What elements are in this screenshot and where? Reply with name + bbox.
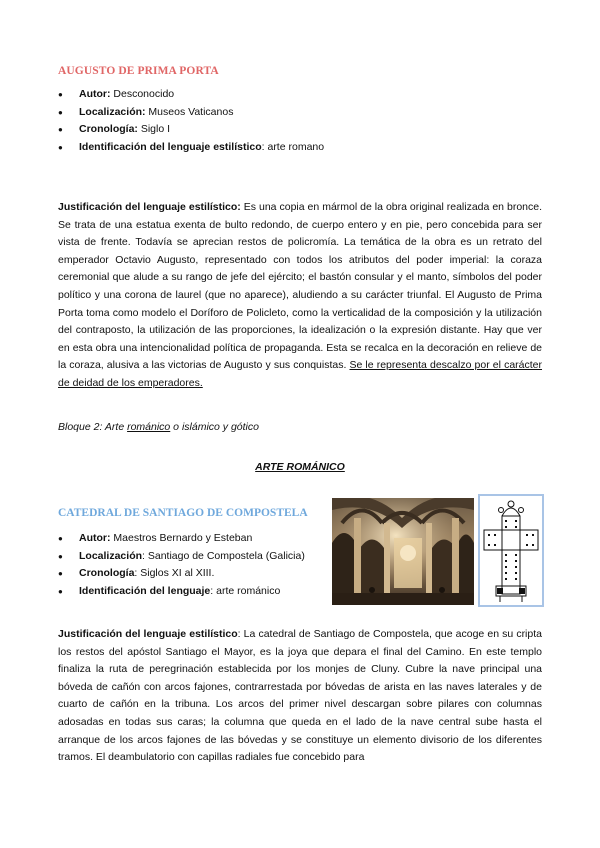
list-item: ● Cronología: Siglos XI al XIII.: [58, 565, 305, 583]
augusto-facts-list: [58, 86, 324, 156]
list-item: ● Cronología: Siglo I: [58, 121, 324, 139]
bloque-heading: Bloque 2: Arte románico o islámico y gótico: [58, 421, 259, 433]
santiago-facts-list: [58, 530, 305, 600]
list-item: ● Autor: Maestros Bernardo y Esteban: [58, 530, 305, 548]
santiago-justification: Justificación del lenguaje estilístico: La catedral de Santiago de Compostela, que acoge en su cripta los restos del apóstol Santiago el Mayor, es la joya que depara el final del Camino. En este templo finaliza la ruta de peregrinación establecida por los monjes de Cluny. Cubre la nave principal una bóveda de cañón con arcos fajones, contrarrestada por bóvedas de arista en las naves laterales y de cuarto de cañón en la tribuna. Los arcos del primer nivel descargan sobre pilares con columnas adosadas en todas sus caras; la columna que queda en el lado de la nave central sube hasta el arranque de los arcos fajones de las bóvedas y se constituye un elemento divisorio de los diferentes tramos. El deambulatorio con capillas radiales fue concebido para: [58, 628, 542, 764]
list-item: ● Identificación del lenguaje: arte románico: [58, 583, 305, 601]
cathedral-nave-photo: [332, 498, 474, 605]
section-heading: ARTE ROMÁNICO: [255, 461, 345, 473]
list-item: ● Identificación del lenguaje estilístico: arte romano: [58, 139, 324, 157]
augusto-title: AUGUSTO DE PRIMA PORTA: [58, 65, 219, 77]
list-item: ● Localización: Santiago de Compostela (Galicia): [58, 548, 305, 566]
list-item: ● Autor: Desconocido: [58, 86, 324, 104]
list-item: ● Localización: Museos Vaticanos: [58, 104, 324, 122]
augusto-justification: Justificación del lenguaje estilístico: Es una copia en mármol de la obra original realizada en bronce. Se trata de una estatua exenta de bulto redondo, de cuerpo entero y en pie, pero concebida para ser vista de frente. Todavía se aprecian restos de policromía. La temática de la obra es un retrato del emperador Octavio Augusto, representado con todos los atributos del poder imperial: la coraza ceremonial que alude a su rango de jefe del ejército; el bastón consular y el manto, símbolos del poder político y una corona de laurel (que no aparece), aludiendo a su carácter triunfal. El Augusto de Prima Porta toma como modelo el Doríforo de Policleto, como la verticalidad de la composición y la utilización del contraposto, la utilización de las proporciones, la idealización o la expresión distante. Hay que ver en esta obra una intencionalidad política de propaganda. Esta se recalca en la decoración en relieve de la coraza, alusiva a las victorias de Augusto y sus conquistas. Se le representa descalzo por el carácter de deidad de los emperadores.: [58, 201, 543, 389]
cathedral-floor-plan: [478, 494, 544, 607]
santiago-title: CATEDRAL DE SANTIAGO DE COMPOSTELA: [58, 507, 308, 519]
